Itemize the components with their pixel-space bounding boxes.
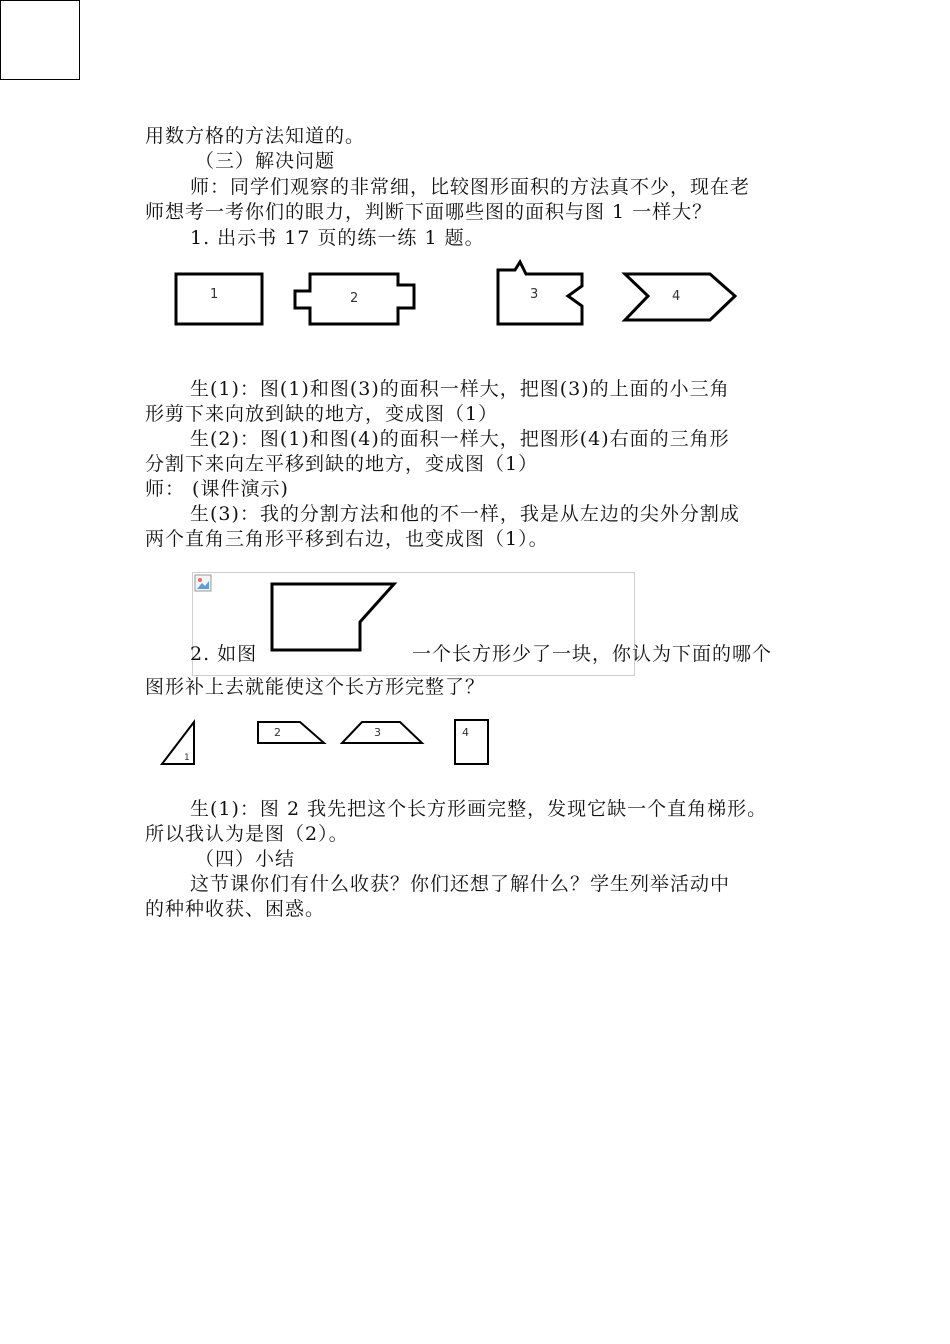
- option-2-right-trapezoid: [258, 722, 324, 743]
- shape-1-label: 1: [210, 287, 219, 302]
- option-4-label: 4: [462, 726, 469, 739]
- broken-image-icon: [194, 574, 212, 592]
- shape-1-rectangle: [176, 274, 262, 324]
- figure-row-1: [170, 258, 750, 338]
- paragraph-line: 的种种收获、困惑。: [145, 898, 326, 920]
- paragraph-line: 形剪下来向放到缺的地方，变成图（1）: [145, 403, 499, 425]
- option-4-rectangle: [455, 720, 488, 764]
- paragraph-line: 生(1)：图(1)和图(3)的面积一样大，把图(3)的上面的小三角: [190, 378, 730, 400]
- option-2-label: 2: [274, 726, 281, 739]
- shape-3-rectangle-with-triangle: [498, 262, 582, 324]
- paragraph-line: 用数方格的方法知道的。: [145, 125, 366, 147]
- paragraph-line: 分割下来向左平移到缺的地方，变成图（1）: [145, 453, 539, 475]
- paragraph-line: 师： (课件演示): [145, 478, 289, 500]
- paragraph-line: 这节课你们有什么收获？你们还想了解什么？学生列举活动中: [190, 873, 731, 895]
- shape-3-label: 3: [530, 287, 539, 302]
- paragraph-line: 1. 出示书 17 页的练一练 1 题。: [190, 227, 485, 249]
- paragraph-line: 生(2)：图(1)和图(4)的面积一样大，把图形(4)右面的三角形: [190, 428, 730, 450]
- paragraph-line: 所以我认为是图（2）。: [145, 823, 349, 845]
- figure-row-2: [150, 712, 510, 782]
- question-2-start: 2. 如图: [190, 643, 258, 665]
- paragraph-line: 图形补上去就能使这个长方形完整了？: [145, 676, 486, 698]
- paragraph-line: 师：同学们观察的非常细，比较图形面积的方法真不少，现在老: [190, 176, 751, 198]
- option-3-trapezoid: [342, 722, 422, 743]
- corner-box: [0, 0, 80, 80]
- paragraph-line: 生(3)：我的分割方法和他的不一样，我是从左边的尖外分割成: [190, 503, 740, 525]
- shape-4-label: 4: [672, 289, 681, 304]
- option-1-label: 1: [184, 753, 190, 763]
- paragraph-line: 两个直角三角形平移到右边，也变成图（1）。: [145, 528, 549, 550]
- paragraph-line: 生(1)：图 2 我先把这个长方形画完整，发现它缺一个直角梯形。: [190, 798, 768, 820]
- paragraph-line: [190, 642, 810, 666]
- section-heading: （四）小结: [195, 848, 296, 870]
- paragraph-line: 师想考一考你们的眼力，判断下面哪些图的面积与图 1 一样大？: [145, 201, 713, 223]
- shape-2-label: 2: [350, 291, 359, 306]
- section-heading: （三）解决问题: [195, 150, 336, 172]
- question-2-rest: 一个长方形少了一块，你认为下面的哪个: [412, 643, 773, 665]
- option-3-label: 3: [374, 726, 381, 739]
